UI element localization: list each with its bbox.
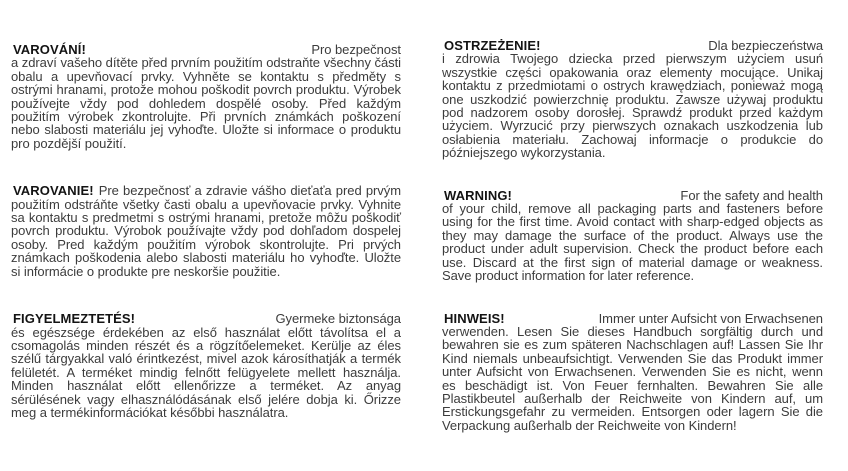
left-column (11, 43, 401, 453)
heading-hinweis-german: HINWEIS! (444, 310, 505, 326)
section-body: i zdrowia Twojego dziecka przed pierwszym użyciem usuń wszystkie części opakowania oraz elementy mocujące. Unikaj kontaktu z przedmiotami o ostrych krawędziach, ponieważ mogą one uszkodzić powierzchnię produktu. Zawsze używaj produktu pod nadzorem osoby dorosłej. Sprawdź produkt przed każdym użyciem. Wyrzucić przy pierwszych oznakach uszkodzenia lub osłabienia materiału. Zachowaj informacje o produkcie do późniejszego wykorzystania. (442, 51, 823, 161)
section-warning-polish (442, 39, 823, 160)
first-line-text: Immer unter Aufsicht von Erwachsenen (598, 310, 823, 326)
section-first-line (11, 43, 401, 56)
section-body-text: Pre bezpečnosť a zdravie vášho dieťaťa pred prvým použitím odstráňte všetky časti obalu a upevňovacie prvky. Vyhnite sa kontaktu s predmetmi s ostrými hranami, pretože môžu poškodiť povrch produktu. Výrobok používajte vždy pod dohľadom dospelej osoby. Pred každým použitím výrobok skontrolujte. Pri prvých známkach poškodenia alebo slabosti materiálu ho vyhoďte. Uložte si informácie o produkte pre neskoršie použitie. (11, 183, 401, 279)
heading-figyelmeztetes-hungarian: FIGYELMEZTETÉS! (13, 311, 136, 327)
section-body: és egészsége érdekében az első használat előtt távolítsa el a csomagolás minden részét és a rögzítőelemeket. Kerülje az éles szélű tárgyakkal való érintkezést, mivel azok károsíthatják a termék felületét. A terméket mindig felnőtt felügyelete mellett használja. Minden használat előtt ellenőrizze a terméket. Az anyag sérülésének vagy elhasználódásának első jelére dobja ki. Őrizze meg a termékinformációkat későbbi használatra. (11, 324, 401, 420)
heading-warning-english: WARNING! (444, 187, 512, 203)
section-warning-hungarian (11, 312, 401, 419)
section-body (11, 184, 401, 278)
section-body: of your child, remove all packaging parts and fasteners before using for the first time. Avoid contact with sharp-edged objects as they may damage the surface of the product. Always use the product under adult supervision. Check the product before each use. Discard at the first sign of material damage or weakness. Save product information for later reference. (442, 201, 823, 284)
section-first-line (11, 312, 401, 325)
first-line-text: Dla bezpieczeństwa (708, 38, 823, 53)
right-column (442, 39, 823, 461)
heading-varovani-czech: VAROVÁNÍ! (13, 42, 86, 57)
heading-ostrzezenie-polish: OSTRZEŻENIE! (444, 38, 541, 53)
first-line-text: Gyermeke biztonsága (275, 311, 401, 327)
section-warning-slovak (11, 184, 401, 278)
section-first-line (442, 189, 823, 202)
section-first-line (442, 312, 823, 325)
section-body: a zdraví vašeho dítěte před prvním použitím odstraňte všechny části obalu a upevňovací prvky. Vyhněte se kontaktu s předměty s ostrými hranami, protože mohou poškodit povrch produktu. Výrobek používejte vždy pod dohledem dospělé osoby. Před každým použitím výrobek zkontrolujte. Při prvních známkách poškození nebo slabosti materiálu jej vyhoďte. Uložte si informace o produktu pro pozdější použití. (11, 55, 401, 151)
first-line-text: For the safety and health (680, 187, 823, 203)
heading-varovanie-slovak: VAROVANIE! (13, 183, 94, 199)
section-warning-german (442, 312, 823, 433)
section-first-line (442, 39, 823, 52)
section-warning-czech (11, 43, 401, 150)
section-body: verwenden. Lesen Sie dieses Handbuch sorgfältig durch und bewahren sie es zum späteren Nachschlagen auf! Lassen Sie Ihr Kind niemals unbeaufsichtigt. Verwenden Sie das Produkt immer unter Aufsicht von Erwachsenen. Verwenden Sie es nicht, wenn es beschädigt ist. Von Feuer fernhalten. Bewahren Sie alle Plastikbeutel außerhalb der Reichweite von Kindern auf, um Erstickungsgefahr zu vermeiden. Entsorgen oder lagern Sie die Verpackung außerhalb der Reichweite von Kindern! (442, 323, 823, 433)
section-warning-english (442, 189, 823, 283)
first-line-text: Pro bezpečnost (311, 42, 401, 57)
